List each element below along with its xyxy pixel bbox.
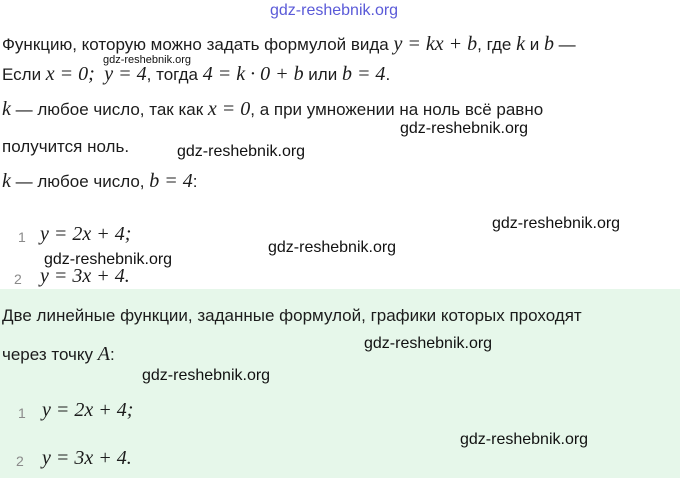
paragraph-conclusion [2, 170, 197, 193]
formula: x = 0 [207, 98, 251, 120]
text: — любое число, [10, 172, 150, 191]
text: Функцию, которую можно задать формулой вида [2, 35, 394, 54]
formula: 4 = k · 0 + b [202, 63, 304, 85]
formula: y = kx + b [393, 33, 478, 55]
watermark: gdz-reshebnik.org [460, 431, 589, 448]
list-item-formula [42, 447, 132, 470]
watermark: gdz-reshebnik.org [177, 143, 306, 160]
list-item-number: 1 [18, 229, 26, 245]
watermark: gdz-reshebnik.org [268, 239, 397, 256]
list-item-formula [42, 399, 133, 422]
formula: x = 0; [45, 63, 95, 85]
formula: y = 4 [104, 63, 147, 85]
answer-line2 [2, 343, 115, 366]
paragraph-explanation [2, 98, 543, 121]
list-item-number: 2 [16, 453, 24, 469]
formula-b: b [543, 33, 554, 55]
list-item-number: 1 [18, 405, 26, 421]
watermark: gdz-reshebnik.org [364, 335, 493, 352]
list-item-formula [40, 265, 130, 288]
formula-k: k [2, 170, 11, 192]
list-item-number: 2 [14, 271, 22, 287]
paragraph-definition [2, 33, 576, 56]
formula: y = 3x + 4. [42, 447, 132, 469]
list-item-formula [40, 223, 131, 246]
paragraph-explanation-line2: получится ноль. [2, 137, 130, 156]
text: — любое число, так как [10, 100, 208, 119]
watermark: gdz-reshebnik.org [44, 251, 173, 268]
text: , тогда [146, 65, 203, 84]
watermark: gdz-reshebnik.org [400, 120, 529, 137]
formula-k: k [516, 33, 525, 55]
watermark: gdz-reshebnik.org [492, 215, 621, 232]
watermark-top: gdz-reshebnik.org [270, 2, 399, 19]
answer-line1: Две линейные функции, заданные формулой, графики которых проходят [2, 306, 582, 325]
text: через точку [2, 345, 98, 364]
text: : [192, 172, 198, 191]
text: , а при умножении на ноль всё равно [250, 100, 544, 119]
text: . [385, 65, 391, 84]
text: — [553, 35, 576, 54]
watermark: gdz-reshebnik.org [142, 367, 271, 384]
text: Если [2, 65, 46, 84]
text: или [303, 65, 342, 84]
formula: y = 3x + 4. [40, 265, 130, 287]
text: , где [477, 35, 517, 54]
text: и [525, 35, 544, 54]
formula-k: k [2, 98, 11, 120]
formula: b = 4 [149, 170, 193, 192]
text: : [109, 345, 115, 364]
point-label: A [97, 343, 110, 365]
paragraph-condition [2, 63, 390, 86]
formula: y = 2x + 4; [40, 223, 132, 245]
formula: y = 2x + 4; [42, 399, 134, 421]
formula: b = 4 [341, 63, 386, 85]
watermark: gdz-reshebnik.org [103, 54, 192, 66]
